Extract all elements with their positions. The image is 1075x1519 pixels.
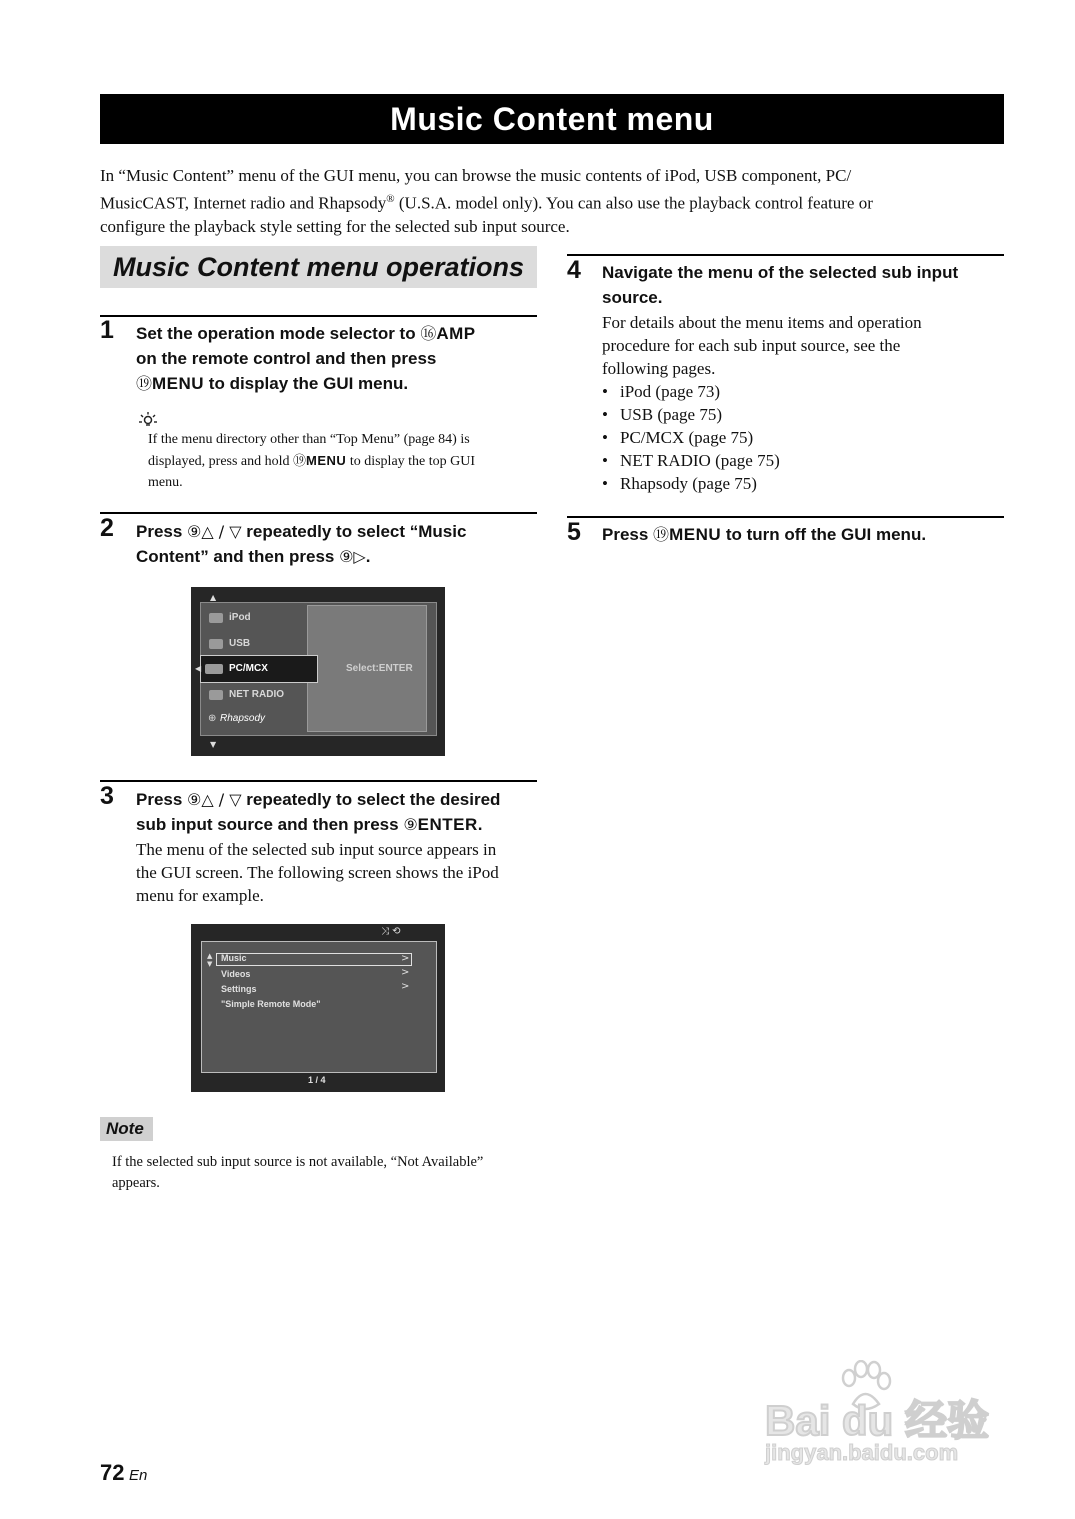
step-1-heading: Set the operation mode selector to ⑯AMP on the remote control and then press ⑲MENU to display the GUI menu. xyxy=(136,324,476,393)
list-item: • iPod (page 73) xyxy=(602,380,780,403)
net-radio-icon xyxy=(209,690,223,700)
page-indicator: 1 / 4 xyxy=(308,1075,326,1085)
scroll-up-icon: ▲ xyxy=(210,593,217,602)
source-item-pcmcx[interactable]: PC/MCX xyxy=(229,663,268,674)
step-5-heading: Press ⑲MENU to turn off the GUI menu. xyxy=(602,525,927,544)
select-enter-hint: Select:ENTER xyxy=(346,663,413,674)
cursor-arrow-icon: ◀ xyxy=(195,664,202,673)
step-4-body: For details about the menu items and operation procedure for each sub input source, see the following pages. xyxy=(602,313,922,378)
step-3-rule xyxy=(100,780,537,782)
tip-lightbulb-icon xyxy=(137,410,159,428)
step-4-number: 4 xyxy=(567,256,581,284)
chevron-right-icon: > xyxy=(401,967,410,978)
step-3-number: 3 xyxy=(100,782,114,810)
step-4-rule xyxy=(567,254,1004,256)
source-item-ipod[interactable]: iPod xyxy=(229,612,251,623)
list-item: • USB (page 75) xyxy=(602,403,780,426)
section-heading: Music Content menu operations xyxy=(100,246,537,288)
step-4-heading: Navigate the menu of the selected sub input source. xyxy=(602,263,959,307)
step-2-heading: Press ⑨△ / ▽ repeatedly to select “Music Content” and then press ⑨▷. xyxy=(136,522,467,566)
step-1-number: 1 xyxy=(100,316,114,344)
menu-item-settings[interactable]: Settings xyxy=(221,984,257,994)
step-1-tip: If the menu directory other than “Top Menu” (page 84) is displayed, press and hold ⑲MENU to display the top GUI menu. xyxy=(148,432,476,490)
scroll-down-icon: ▼ xyxy=(210,740,217,749)
step-5-rule xyxy=(567,516,1004,518)
source-item-rhapsody[interactable]: Rhapsody xyxy=(220,713,266,724)
updown-indicator-icon: ▲ ▼ xyxy=(207,952,213,968)
list-item: • NET RADIO (page 75) xyxy=(602,449,780,472)
menu-item-videos[interactable]: Videos xyxy=(221,969,251,979)
shuffle-repeat-icons: ⤨ ⟲ xyxy=(381,926,401,937)
step-1-rule xyxy=(100,315,537,317)
step-2-number: 2 xyxy=(100,514,114,542)
step-2-rule xyxy=(100,512,537,514)
note-text: If the selected sub input source is not available, “Not Available” appears. xyxy=(112,1154,484,1191)
ipod-icon xyxy=(209,613,223,623)
list-item: • Rhapsody (page 75) xyxy=(602,472,780,495)
pc-icon xyxy=(205,664,223,674)
source-item-usb[interactable]: USB xyxy=(229,638,251,649)
note-label: Note xyxy=(100,1117,153,1141)
source-item-net-radio[interactable]: NET RADIO xyxy=(229,689,284,700)
chevron-right-icon: > xyxy=(401,953,410,964)
chevron-right-icon: > xyxy=(401,981,410,992)
page-reference-list xyxy=(602,380,780,495)
page-number: 72 En xyxy=(100,1460,148,1485)
step-3-body: The menu of the selected sub input source appears in the GUI screen. The following screen shows the iPod menu for example. xyxy=(136,840,499,905)
menu-item-music[interactable]: Music xyxy=(221,953,247,963)
menu-item-simple-remote[interactable]: "Simple Remote Mode" xyxy=(221,999,321,1009)
rhapsody-logo-icon: ⊕ xyxy=(208,713,217,724)
step-5-number: 5 xyxy=(567,518,581,546)
usb-icon xyxy=(209,639,223,649)
intro-paragraph: In “Music Content” menu of the GUI menu, you can browse the music contents of iPod, USB component, PC/ MusicCAST, Internet radio and Rhapsody® (U.S.A. model only). You can also use the playback control feature or configure the playback style setting for the selected sub input source. xyxy=(100,166,873,236)
step-3-heading: Press ⑨△ / ▽ repeatedly to select the desired sub input source and then press ⑨ENTER. xyxy=(136,790,501,834)
page-title: Music Content menu xyxy=(100,94,1004,144)
watermark: Bai du 经验 jingyan.baidu.com xyxy=(760,1360,1010,1475)
list-item: • PC/MCX (page 75) xyxy=(602,426,780,449)
